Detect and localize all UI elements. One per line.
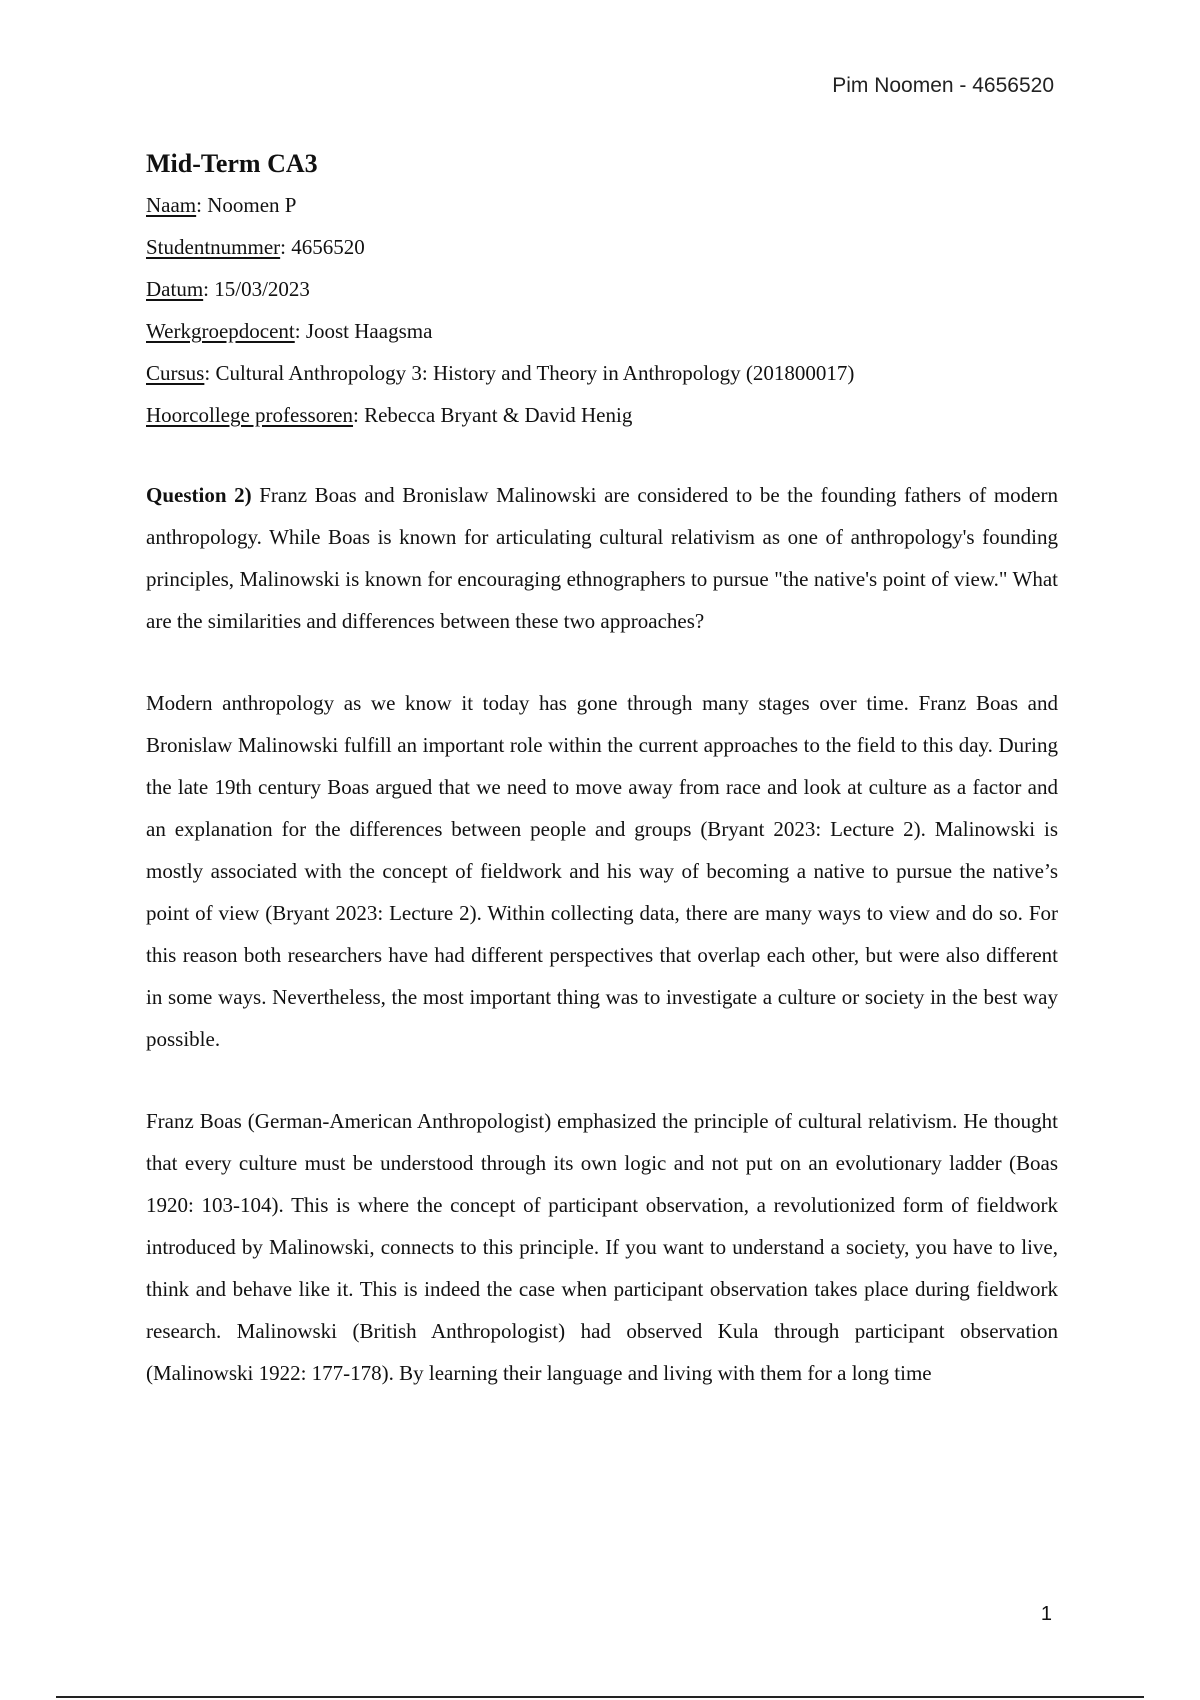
meta-label-professors: Hoorcollege professoren (146, 403, 354, 427)
body-paragraph-2: Franz Boas (German-American Anthropologist) emphasized the principle of cultural relativism. He thought that every culture must be understood through its own logic and not put on an evolutionary ladder (Boas 1920: 103-104). This is where the concept of participant observation, a revolutionized form of fieldwork introduced by Malinowski, connects to this principle. If you want to understand a society, you have to live, think and behave like it. This is indeed the case when participant observation takes place during fieldwork research. Malinowski (British Anthropologist) had observed Kula through participant observation (Malinowski 1922: 177-178). By learning their language and living with them for a long time (146, 1109, 1058, 1385)
question-paragraph (146, 474, 1058, 642)
meta-professors (146, 394, 1058, 436)
meta-value-professors: : Rebecca Bryant & David Henig (353, 403, 633, 427)
meta-value-course: : Cultural Anthropology 3: History and Theory in Anthropology (201800017) (204, 361, 855, 385)
meta-label-name: Naam (146, 193, 197, 217)
question-text: Franz Boas and Bronislaw Malinowski are considered to be the founding fathers of modern anthropology. While Boas is known for articulating cultural relativism as one of anthropology's founding principles, Malinowski is known for encouraging ethnographers to pursue "the native's point of view." What are the similarities and differences between these two approaches? (146, 483, 1058, 633)
meta-value-date: : 15/03/2023 (203, 277, 310, 301)
meta-label-date: Datum (146, 277, 204, 301)
meta-value-name: : Noomen P (196, 193, 297, 217)
meta-date (146, 268, 1058, 310)
header-author-id: Pim Noomen - 4656520 (832, 74, 1054, 97)
meta-value-tutor: : Joost Haagsma (294, 319, 433, 343)
body-paragraph-1: Modern anthropology as we know it today has gone through many stages over time. Franz Boas and Bronislaw Malinowski fulfill an important role within the current approaches to the field to this day. During the late 19th century Boas argued that we need to move away from race and look at culture as a factor and an explanation for the differences between people and groups (Bryant 2023: Lecture 2). Malinowski is mostly associated with the concept of fieldwork and his way of becoming a native to pursue the native’s point of view (Bryant 2023: Lecture 2). Within collecting data, there are many ways to view and do so. For this reason both researchers have had different perspectives that overlap each other, but were also different in some ways. Nevertheless, the most important thing was to investigate a culture or society in the best way possible. (146, 691, 1058, 1051)
meta-course (146, 352, 1058, 394)
meta-student-number (146, 226, 1058, 268)
meta-label-tutor: Werkgroepdocent (146, 319, 295, 343)
meta-label-course: Cursus (146, 361, 205, 385)
document-body (146, 144, 1058, 1394)
question-label: Question 2) (146, 483, 252, 507)
document-title: Mid-Term CA3 (146, 149, 318, 178)
meta-tutor (146, 310, 1058, 352)
meta-name (146, 184, 1058, 226)
meta-block (146, 184, 1058, 436)
meta-label-student-number: Studentnummer (146, 235, 281, 259)
page-bottom-divider (56, 1696, 1144, 1698)
meta-value-student-number: : 4656520 (280, 235, 365, 259)
page-number: 1 (1040, 1603, 1052, 1625)
